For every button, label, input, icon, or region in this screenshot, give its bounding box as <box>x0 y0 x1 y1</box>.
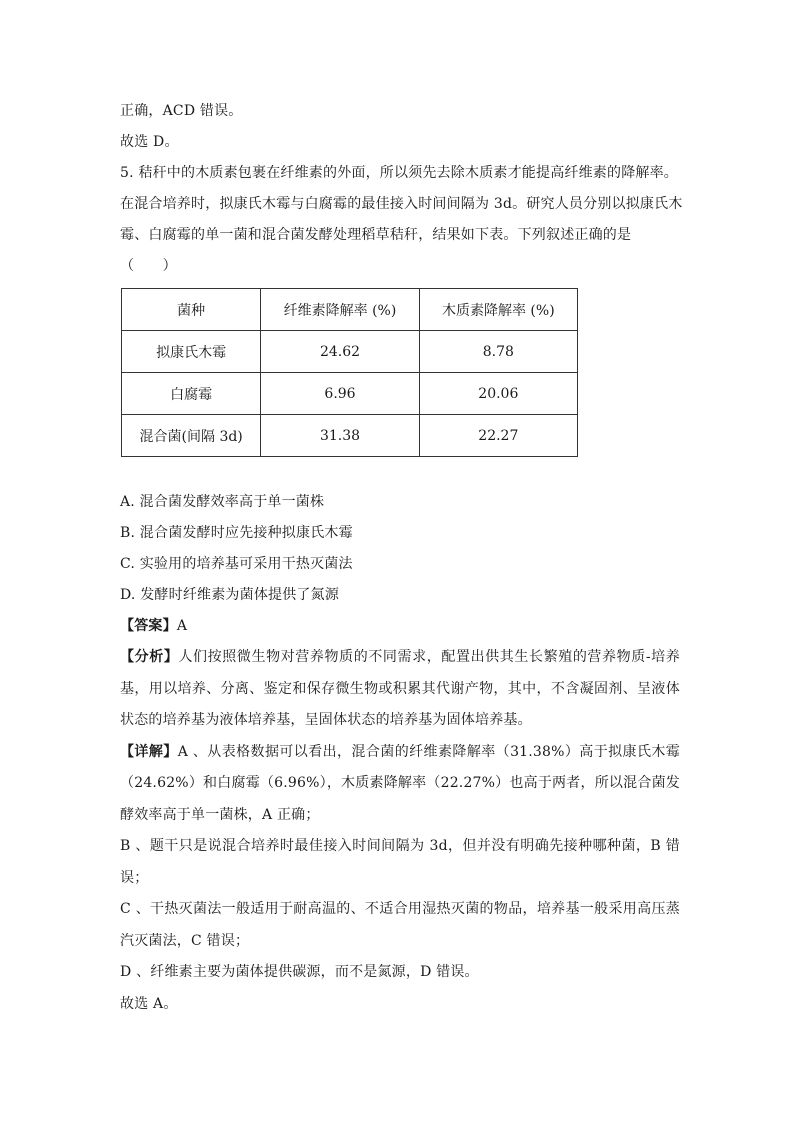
analysis-paragraph <box>120 642 680 737</box>
detail-paragraph-d: D 、纤维素主要为菌体提供碳源，而不是氮源，D 错误。 <box>120 964 479 980</box>
text-line: 故选 D。 <box>120 134 179 150</box>
table-cell: 20.06 <box>419 373 577 415</box>
answer-line <box>120 611 680 642</box>
table-cell: 混合菌(间隔 3d) <box>122 415 261 457</box>
option-c: C. 实验用的培养基可采用干热灭菌法 <box>120 556 353 572</box>
option-d: D. 发酵时纤维素为菌体提供了氮源 <box>120 587 340 603</box>
answer-value: A <box>176 618 188 634</box>
answer-label: 【答案】 <box>120 618 177 634</box>
table-header-cell: 纤维素降解率 (%) <box>261 289 419 331</box>
table-cell: 6.96 <box>261 373 419 415</box>
detail-paragraph-a <box>120 737 680 832</box>
table-cell: 8.78 <box>419 331 577 373</box>
table-row <box>122 331 578 373</box>
table-cell: 白腐霉 <box>122 373 261 415</box>
question-line: 在混合培养时，拟康氏木霉与白腐霉的最佳接入时间间隔为 3d。研究人员分别以拟康氏木 <box>120 196 683 212</box>
table-header-cell: 菌种 <box>122 289 261 331</box>
question-stem <box>120 158 683 282</box>
text-line: 正确，ACD 错误。 <box>120 103 243 119</box>
question-line: 霉、白腐霉的单一菌和混合菌发酵处理稻草秸秆，结果如下表。下列叙述正确的是 <box>120 227 632 243</box>
question-line: 5. 秸秆中的木质素包裹在纤维素的外面，所以须先去除木质素才能提高纤维素的降解率。 <box>120 165 679 181</box>
detail-paragraph-c: C 、干热灭菌法一般适用于耐高温的、不适合用湿热灭菌的物品，培养基一般采用高压蒸汽灭菌法，C 错误； <box>120 901 680 949</box>
table-row <box>122 373 578 415</box>
detail-label: 【详解】 <box>120 743 178 760</box>
conclusion-line: 故选 A。 <box>120 995 178 1012</box>
document-page <box>120 96 683 1020</box>
option-b: B. 混合菌发酵时应先接种拟康氏木霉 <box>120 525 353 541</box>
table-cell: 22.27 <box>419 415 577 457</box>
table-row <box>122 415 578 457</box>
table-cell: 31.38 <box>261 415 419 457</box>
analysis-text: 人们按照微生物对营养物质的不同需求，配置出供其生长繁殖的营养物质-培养基，用以培养、分离、鉴定和保存微生物或积累其代谢产物，其中，不含凝固剂、呈液体状态的培养基为液体培养基，呈固体状态的培养基为固体培养基。 <box>120 649 680 728</box>
table-cell: 24.62 <box>261 331 419 373</box>
analysis-label: 【分析】 <box>120 649 179 665</box>
data-table <box>121 288 578 457</box>
table-header-cell: 木质素降解率 (%) <box>419 289 577 331</box>
detail-a-text: A 、从表格数据可以看出，混合菌的纤维素降解率（31.38%）高于拟康氏木霉（24.62%）和白腐霉（6.96%），木质素降解率（22.27%）也高于两者，所以混合菌发酵效率高于单一菌株，A 正确； <box>120 743 680 823</box>
table-header-row <box>122 289 578 331</box>
detail-paragraph-b: B 、题干只是说混合培养时最佳接入时间间隔为 3d，但并没有明确先接种哪种菌，B 错误； <box>120 838 680 886</box>
options-list <box>120 487 680 611</box>
table-cell: 拟康氏木霉 <box>122 331 261 373</box>
question-line: （ ） <box>120 258 177 274</box>
option-a: A. 混合菌发酵效率高于单一菌株 <box>120 494 325 510</box>
